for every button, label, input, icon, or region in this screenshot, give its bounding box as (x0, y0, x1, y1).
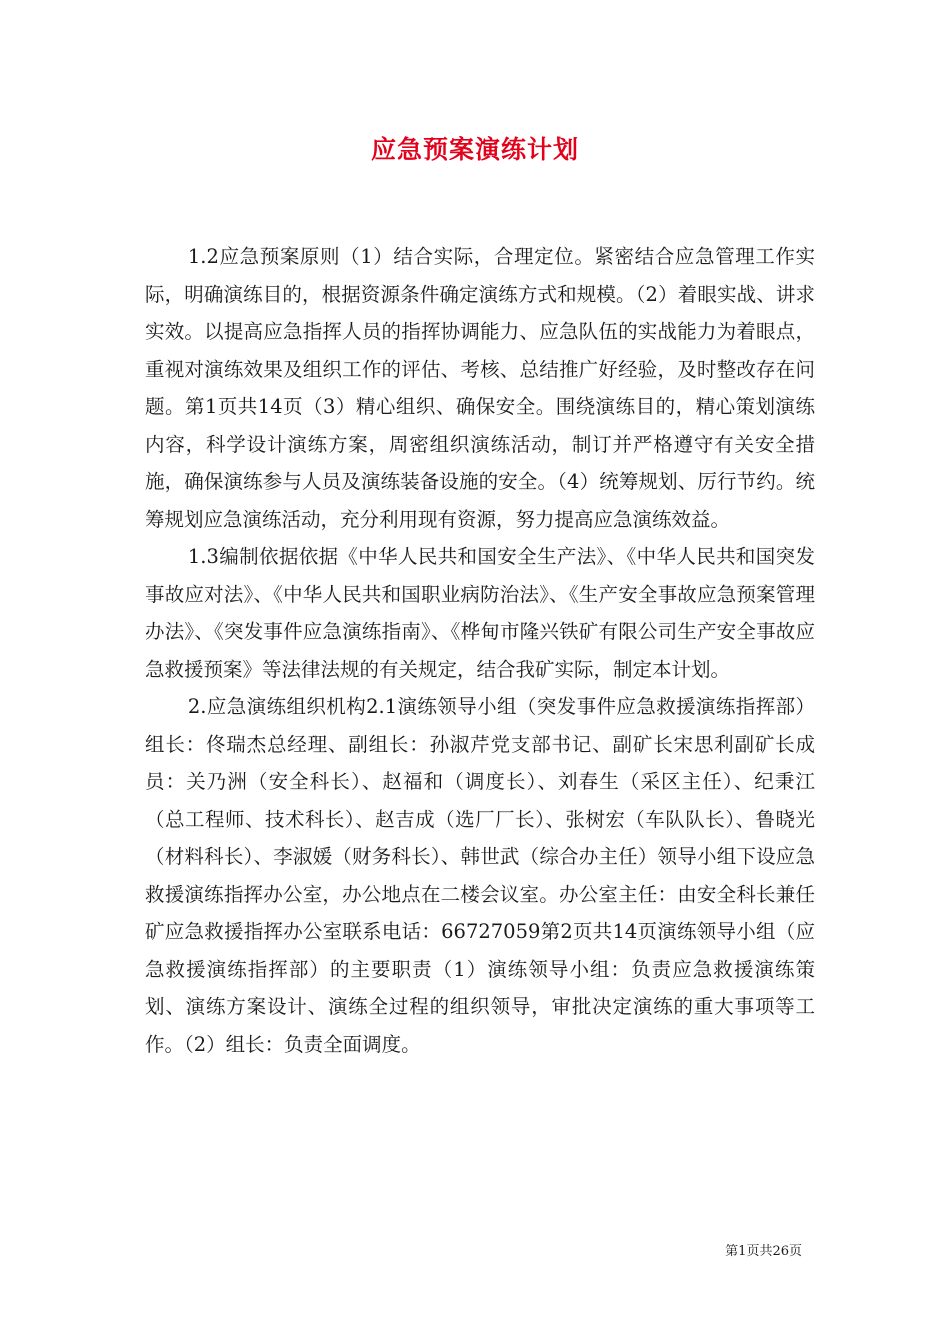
page-number-footer: 第1页共26页 (725, 1244, 802, 1259)
paragraph-basis: 1.3编制依据依据《中华人民共和国安全生产法》、《中华人民共和国突发事故应对法》、《中华人民共和国职业病防治法》、《生产安全事故应急预案管理办法》、《突发事件应急演练指南》、《桦甸市隆兴铁矿有限公司生产安全事故应急救援预案》等法律法规的有关规定，结合我矿实际，制定本计划。 (145, 545, 815, 681)
paragraph-organization: 2.应急演练组织机构2.1演练领导小组（突发事件应急救援演练指挥部）组长：佟瑞杰总经理、副组长：孙淑芹党支部书记、副矿长宋思利副矿长成员：关乃洲（安全科长）、赵福和（调度长）、刘春生（采区主任）、纪秉江（总工程师、技术科长）、赵吉成（选厂厂长）、张树宏（车队队长）、鲁晓光（材料科长）、李淑媛（财务科长）、韩世武（综合办主任）领导小组下设应急救援演练指挥办公室，办公地点在二楼会议室。办公室主任：由安全科长兼任矿应急救援指挥办公室联系电话：66727059第2页共14页演练领导小组（应急救援演练指挥部）的主要职责（1）演练领导小组：负责应急救援演练策划、演练方案设计、演练全过程的组织领导，审批决定演练的重大事项等工作。（2）组长：负责全面调度。 (145, 695, 815, 1056)
document-title: 应急预案演练计划 (370, 135, 579, 164)
document-body (145, 238, 815, 1063)
paragraph-principles: 1.2应急预案原则（1）结合实际，合理定位。紧密结合应急管理工作实际，明确演练目的，根据资源条件确定演练方式和规模。（2）着眼实战、讲求实效。以提高应急指挥人员的指挥协调能力、应急队伍的实战能力为着眼点，重视对演练效果及组织工作的评估、考核、总结推广好经验，及时整改存在问题。第1页共14页（3）精心组织、确保安全。围绕演练目的，精心策划演练内容，科学设计演练方案，周密组织演练活动，制订并严格遵守有关安全措施，确保演练参与人员及演练装备设施的安全。（4）统筹规划、厉行节约。统筹规划应急演练活动，充分利用现有资源，努力提高应急演练效益。 (145, 245, 815, 531)
